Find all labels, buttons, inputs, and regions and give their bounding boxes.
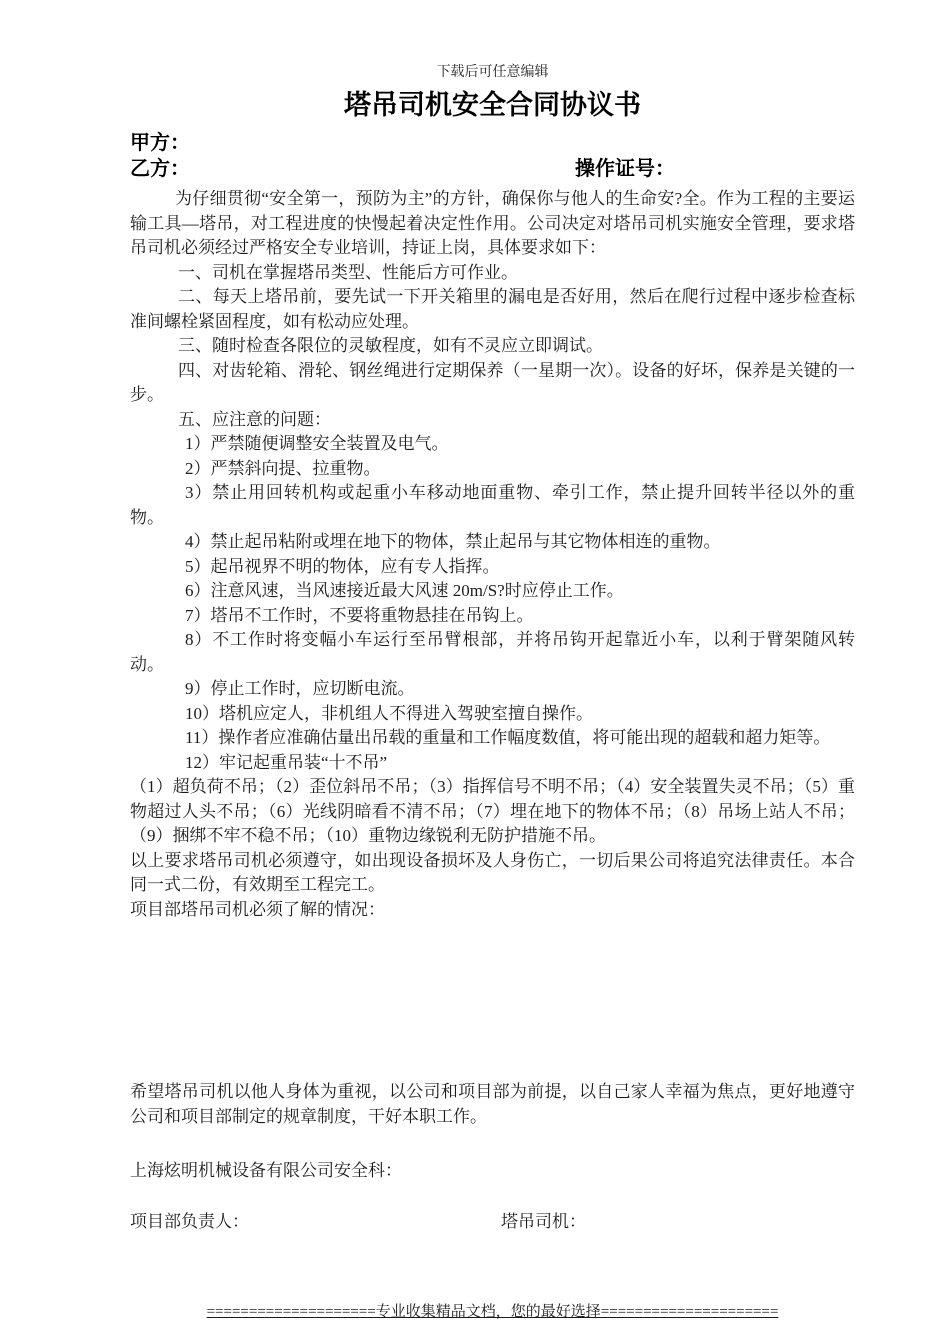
note-item-2: 2）严禁斜向提、拉重物。	[185, 458, 381, 478]
cert-no-label: 操作证号：	[575, 158, 675, 180]
wish-paragraph: 希望塔吊司机以他人身体为重视，以公司和项目部为前提，以自己家人幸福为焦点，更好地遵守公司和项目部制定的规章制度，干好本职工作。	[130, 1082, 855, 1126]
document-body	[130, 187, 855, 1184]
sign-manager-label: 项目部负责人：	[130, 1211, 249, 1231]
party-a-line	[130, 130, 855, 156]
note-item-7: 7）塔吊不工作时，不要将重物悬挂在吊钩上。	[185, 605, 534, 625]
party-a-label: 甲方：	[130, 132, 190, 154]
note-item-5: 5）起吊视界不明的物体，应有专人指挥。	[185, 556, 500, 576]
party-b-line	[130, 156, 855, 182]
must-know-line: 项目部塔吊司机必须了解的情况：	[130, 899, 385, 919]
party-block	[130, 130, 855, 182]
company-safety-dept-line: 上海炫明机械设备有限公司安全科：	[130, 1161, 402, 1180]
rule-item-4: 四、对齿轮箱、滑轮、钢丝绳进行定期保养（一星期一次）。设备的好坏，保养是关键的一步。	[130, 360, 855, 404]
rule-item-5: 五、应注意的问题：	[178, 409, 331, 429]
note-item-10: 10）塔机应定人，非机组人不得进入驾驶室擅自操作。	[185, 703, 593, 723]
note-item-6: 6）注意风速，当风速接近最大风速 20m/S?时应停止工作。	[185, 581, 624, 600]
rule-item-2: 二、每天上塔吊前，要先试一下开关箱里的漏电是否好用，然后在爬行过程中逐步检查标准间螺栓紧固程度，如有松动应处理。	[130, 287, 855, 331]
note-item-8: 8）不工作时将变幅小车运行至吊臂根部，并将吊钩开起靠近小车，以利于臂架随风转动。	[130, 630, 855, 674]
obligation-paragraph: 以上要求塔吊司机必须遵守，如出现设备损坏及人身伤亡，一切后果公司将追究法律责任。本合同一式二份，有效期至工程完工。	[130, 850, 855, 894]
note-item-4: 4）禁止起吊粘附或埋在地下的物体，禁止起吊与其它物体相连的重物。	[185, 532, 721, 551]
note-item-1: 1）严禁随便调整安全装置及电气。	[185, 434, 449, 453]
rule-item-1: 一、司机在掌握塔吊类型、性能后方可作业。	[178, 262, 518, 282]
footer-promo-line: ====================专业收集精品文档，您的最好选择=====================	[206, 1304, 779, 1320]
party-b-label: 乙方：	[130, 158, 190, 180]
sign-driver-label: 塔吊司机：	[501, 1211, 586, 1231]
note-item-9: 9）停止工作时，应切断电流。	[185, 679, 415, 698]
intro-paragraph: 为仔细贯彻“安全第一，预防为主”的方针，确保你与他人的生命安?全。作为工程的主要运输工具—塔吊，对工程进度的快慢起着决定性作用。公司决定对塔吊司机实施安全管理，要求塔吊司机必须经过严格安全专业培训，持证上岗，具体要求如下：	[130, 189, 855, 257]
document-title: 塔吊司机安全合同协议书	[344, 90, 641, 120]
note-item-12: 12）牢记起重吊装“十不吊”	[185, 752, 388, 772]
header-note: 下载后可任意编辑	[436, 65, 549, 80]
rule-item-3: 三、随时检查各限位的灵敏程度，如有不灵应立即调试。	[178, 336, 603, 355]
note-item-11: 11）操作者应准确估量出吊载的重量和工作幅度数值，将可能出现的超载和超力矩等。	[185, 728, 831, 747]
note-item-3: 3）禁止用回转机构或起重小车移动地面重物、牵引工作，禁止提升回转半径以外的重物。	[130, 483, 855, 527]
signature-row	[130, 1210, 855, 1235]
ten-no-lift-paragraph: （1）超负荷不吊；（2）歪位斜吊不吊；（3）指挥信号不明不吊；（4）安全装置失灵不吊；（5）重物超过人头不吊；（6）光线阴暗看不清不吊；（7）埋在地下的物体不吊；（8）吊场上站人不吊；（9）捆绑不牢不稳不吊；（10）重物边缘锐利无防护措施不吊。	[130, 777, 855, 845]
